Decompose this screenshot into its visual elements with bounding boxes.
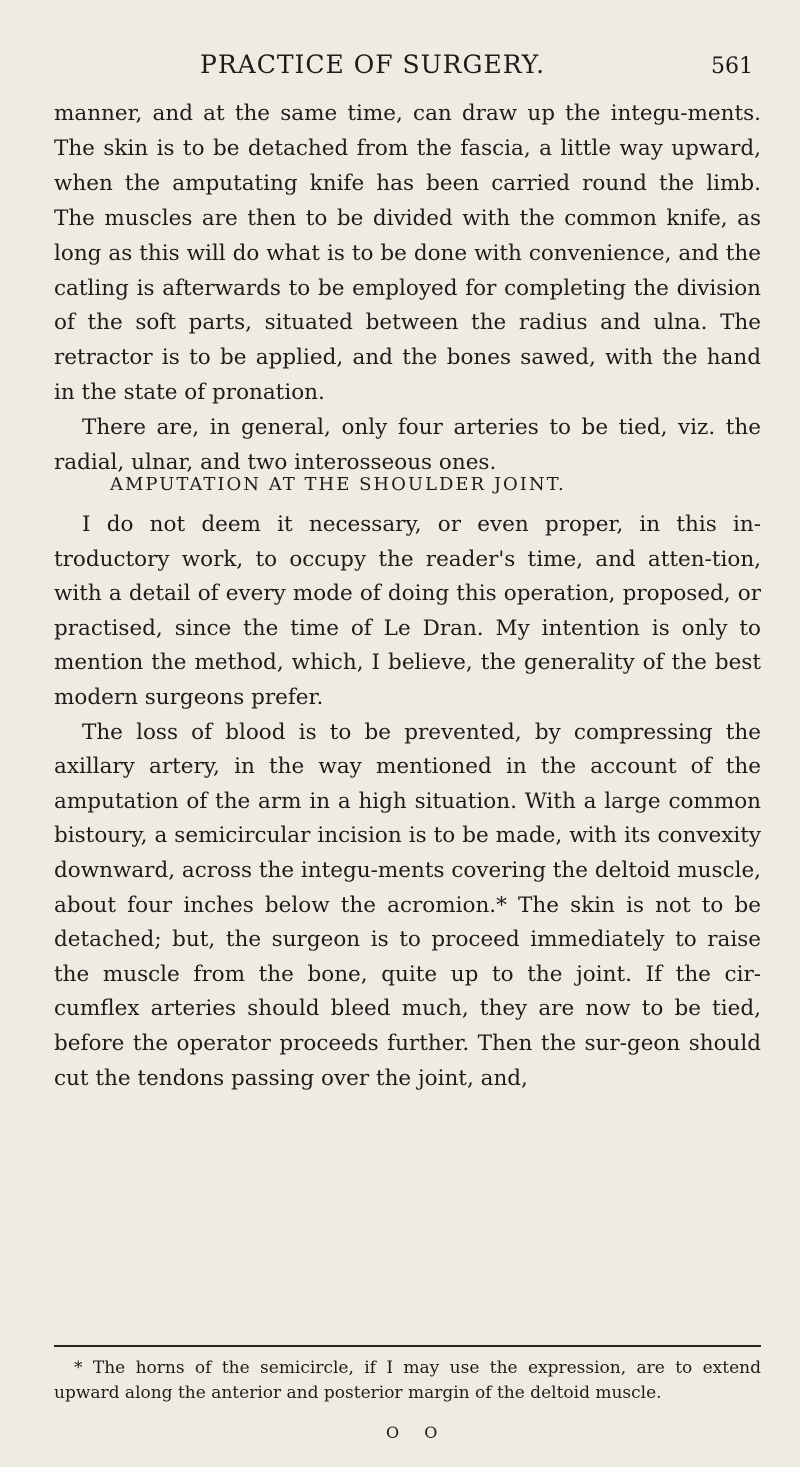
page-number: 561 bbox=[711, 54, 753, 79]
paragraph: There are, in general, only four arteries to be tied, viz. the radial, ulnar, and two interosseous ones. bbox=[54, 415, 761, 476]
paragraph: The loss of blood is to be prevented, by compressing the axillary artery, in the way mentioned in the account of the amputation of the arm in a high situation. With a large common bistoury, a semicircular incision is to be made, with its convexity downward, across the integu-ments covering the deltoid muscle, about four inches below the acromion.* The skin is not to be detached; but, the surgeon is to proceed immediately to raise the muscle from the bone, quite up to the joint. If the cir-cumflex arteries should bleed much, they are now to be tied, before the operator proceeds further. Then the sur-geon should cut the tendons passing over the joint, and, bbox=[54, 719, 762, 1091]
signature-mark: O O bbox=[386, 1423, 448, 1442]
paragraph: I do not deem it necessary, or even proper, in this in-troductory work, to occupy the reader's time, and atten-tion, with a detail of every mode of doing this operation, proposed, or practised, since the time of Le Dran. My intention is only to mention the method, which, I believe, the generality of the best modern surgeons prefer. bbox=[54, 512, 761, 710]
paragraph: manner, and at the same time, can draw up the integu-ments. The skin is to be detached from the fascia, a little way upward, when the amputating knife has been carried round the limb. The muscles are then to be divided with the common knife, as long as this will do what is to be done with convenience, and the catling is afterwards to be employed for completing the division of the soft parts, situated between the radius and ulna. The retractor is to be applied, and the bones sawed, with the hand in the state of pronation. bbox=[54, 101, 761, 406]
running-title: PRACTICE OF SURGERY. bbox=[200, 50, 546, 79]
section-heading: AMPUTATION AT THE SHOULDER JOINT. bbox=[110, 474, 566, 495]
body-text bbox=[54, 97, 761, 481]
section-text bbox=[54, 508, 761, 1096]
footnote: * The horns of the semicircle, if I may use the expression, are to extend upward along the anterior and posterior margin of the deltoid muscle. bbox=[54, 1358, 761, 1403]
footnote-divider bbox=[54, 1345, 761, 1347]
